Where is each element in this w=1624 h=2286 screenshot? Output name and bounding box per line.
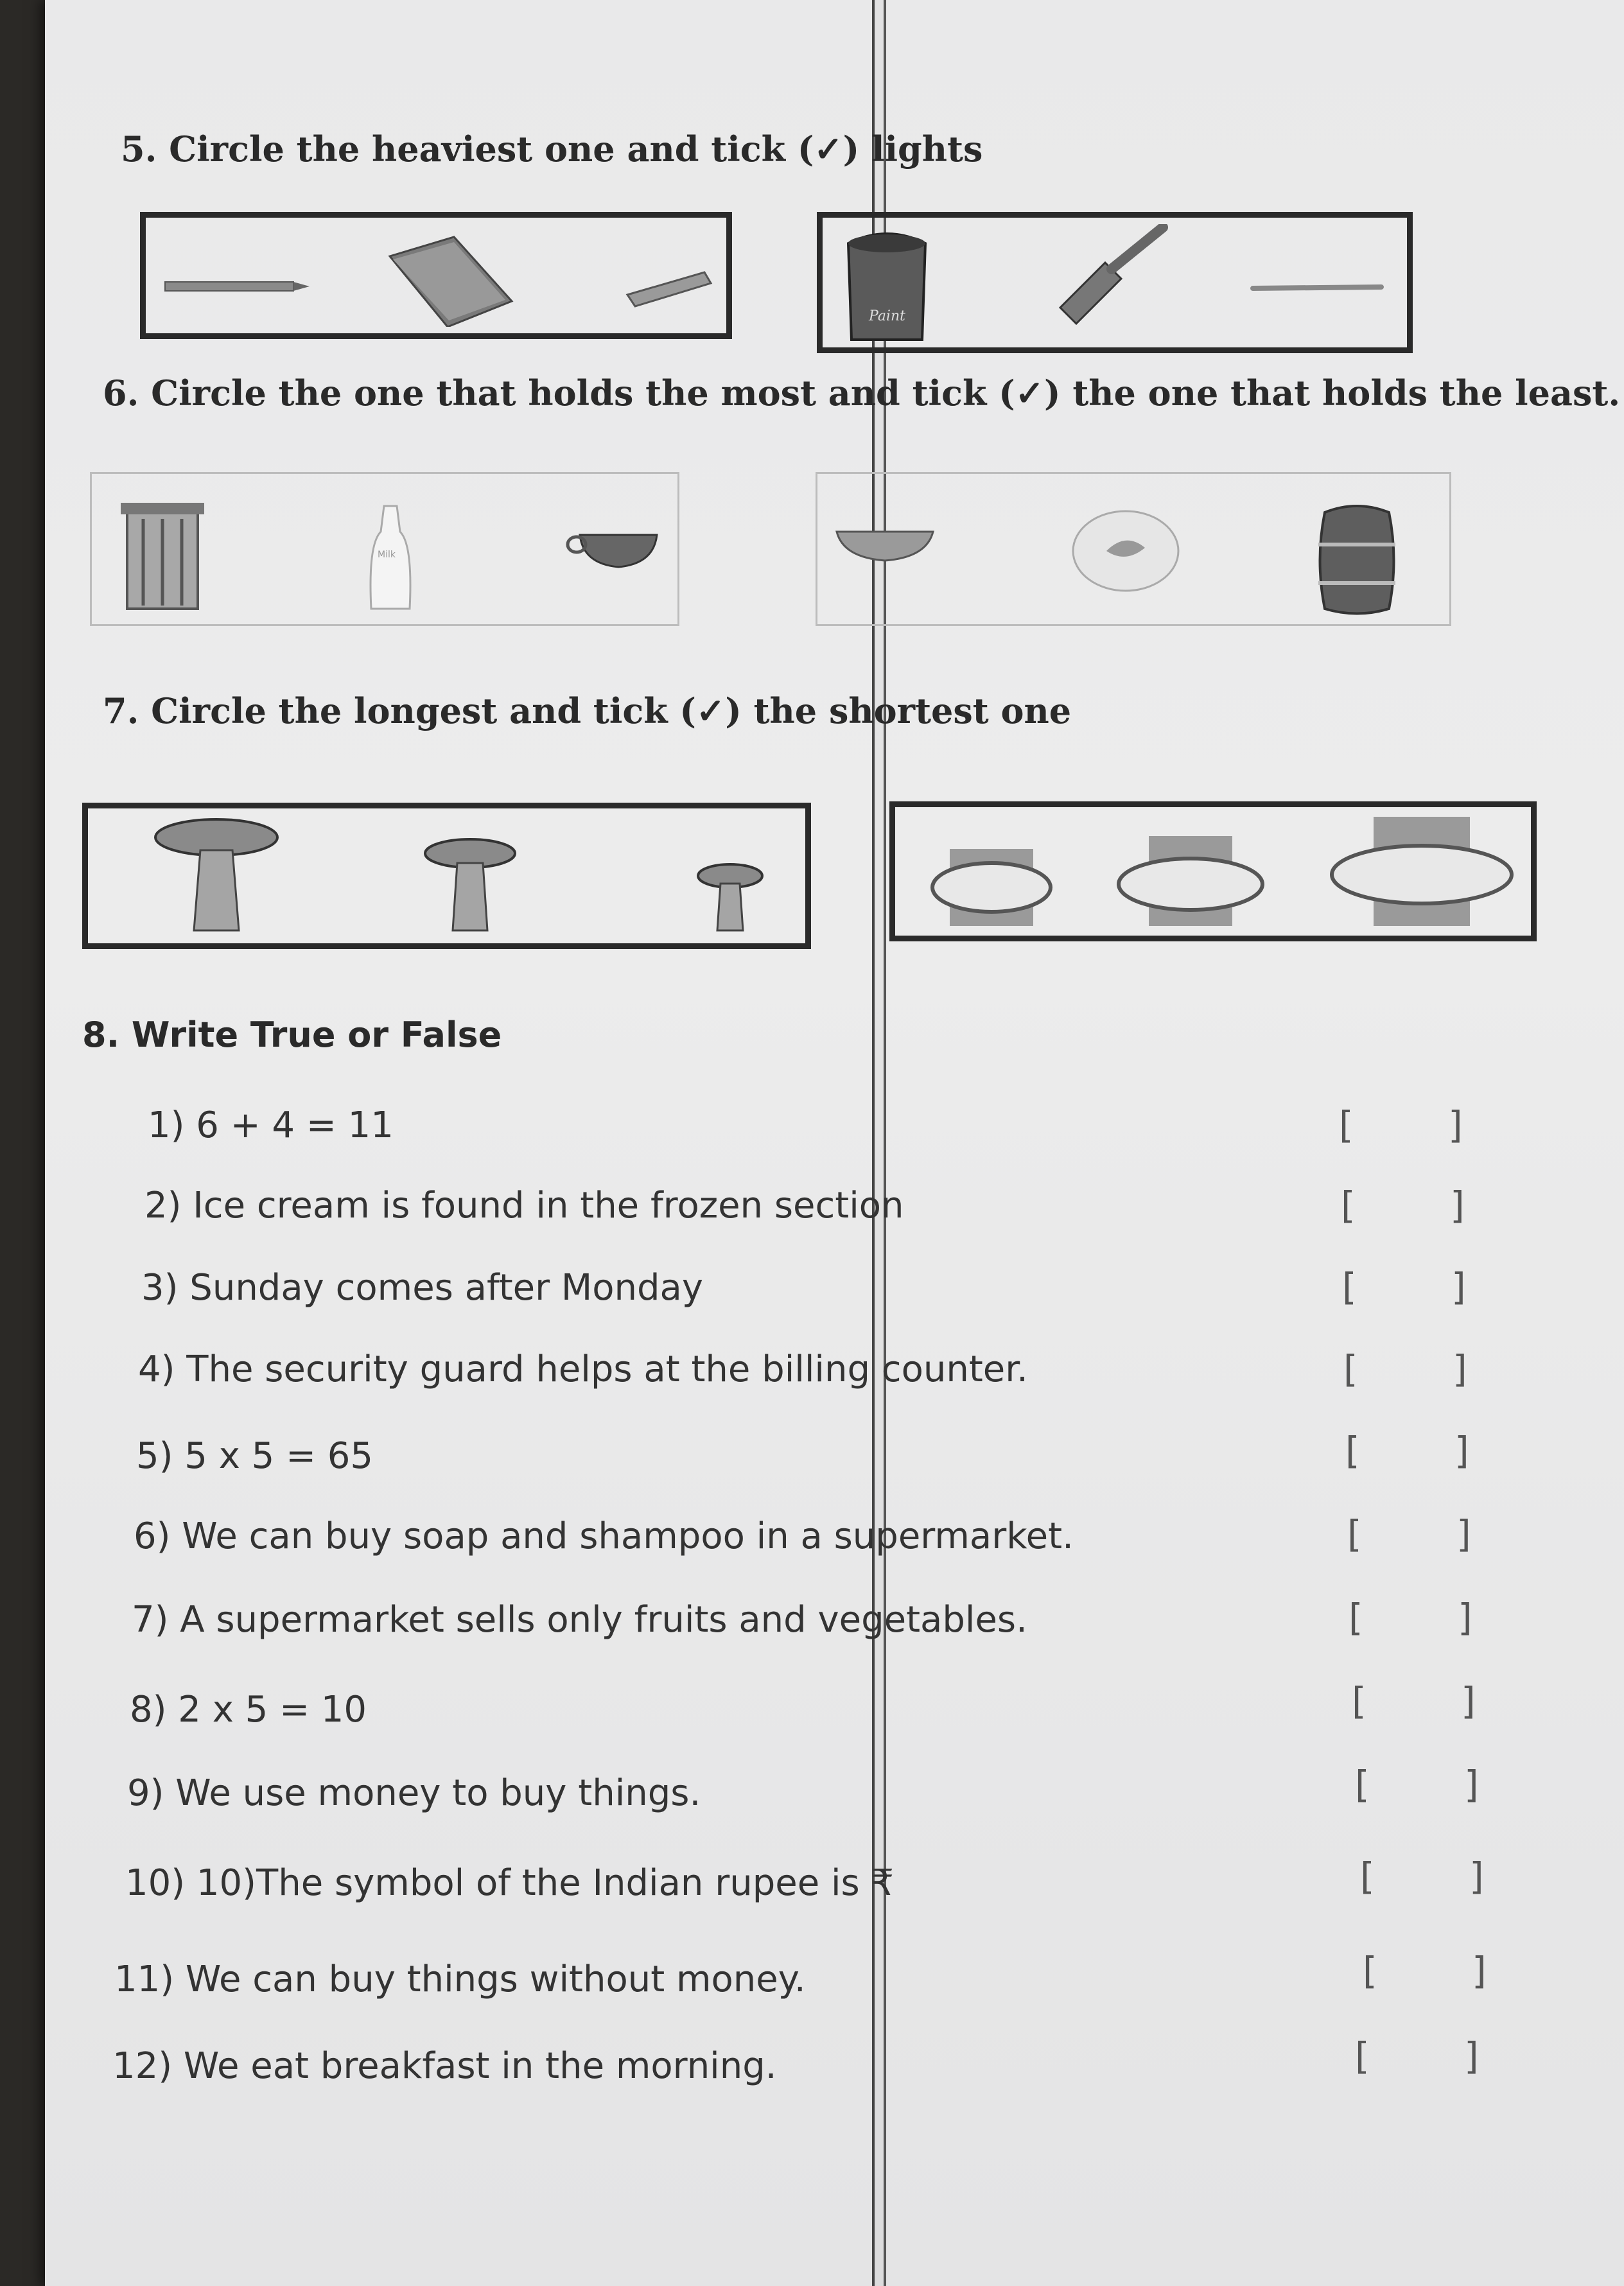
- cushion-small-icon: [932, 849, 1051, 926]
- list-item: 11) We can buy things without money.: [114, 1959, 806, 2000]
- list-item: 3) Sunday comes after Monday: [141, 1267, 703, 1309]
- q6-right-items: [824, 487, 1440, 615]
- list-item: 5) 5 x 5 = 65: [136, 1435, 374, 1477]
- question-6-heading: 6. Circle the one that holds the most and tick (✓) the one that holds the least.: [103, 372, 1621, 414]
- answer-bracket[interactable]: [ ]: [1360, 1854, 1484, 1898]
- answer-bracket[interactable]: [ ]: [1342, 1265, 1466, 1309]
- q6-left-box: [90, 472, 679, 626]
- list-item: 1) 6 + 4 = 11: [148, 1104, 394, 1146]
- trash-can-icon: [121, 503, 204, 609]
- q5-right-items: [829, 224, 1407, 346]
- q5-left-box: [140, 212, 732, 339]
- answer-bracket[interactable]: [ ]: [1352, 1679, 1476, 1723]
- pencil-icon: [165, 282, 310, 291]
- milk-bottle-icon: [371, 506, 410, 609]
- thin-brush-icon: [1253, 287, 1381, 288]
- q7-left-items: [94, 812, 801, 947]
- list-item: 2) Ice cream is found in the frozen section: [144, 1185, 904, 1226]
- cup-icon: [568, 535, 657, 567]
- question-8-heading: 8. Write True or False: [82, 1015, 502, 1055]
- answer-bracket[interactable]: [ ]: [1343, 1347, 1467, 1391]
- question-5-heading: 5. Circle the heaviest one and tick (✓) lights: [121, 128, 983, 170]
- list-item: 12) We eat breakfast in the morning.: [112, 2045, 777, 2087]
- answer-bracket[interactable]: [ ]: [1355, 1763, 1479, 1806]
- q5-left-items: [152, 231, 724, 327]
- q7-right-items: [902, 810, 1531, 939]
- mushroom-medium-icon: [425, 839, 515, 930]
- plate-icon: [1073, 511, 1178, 591]
- paint-label: Paint: [869, 308, 905, 324]
- mushroom-large-icon: [155, 819, 277, 930]
- paintbrush-icon: [1060, 227, 1163, 324]
- question-7-heading: 7. Circle the longest and tick (✓) the shortest one: [103, 690, 1072, 731]
- barrel-icon: [1318, 506, 1395, 614]
- q7-left-box: [82, 803, 811, 949]
- q5-right-box: [817, 212, 1413, 353]
- answer-bracket[interactable]: [ ]: [1349, 1596, 1472, 1639]
- list-item: 8) 2 x 5 = 10: [130, 1689, 367, 1731]
- q6-right-box: [816, 472, 1451, 626]
- answer-bracket[interactable]: [ ]: [1355, 2034, 1479, 2078]
- q7-right-box: [889, 801, 1537, 941]
- q6-left-items: [105, 487, 670, 615]
- eraser-icon: [627, 272, 711, 306]
- book-icon: [390, 237, 512, 327]
- list-item: 7) A supermarket sells only fruits and vegetables.: [132, 1599, 1027, 1641]
- cushion-medium-icon: [1119, 836, 1262, 926]
- answer-bracket[interactable]: [ ]: [1341, 1183, 1465, 1227]
- list-item: 10) 10)The symbol of the Indian rupee is ₹: [125, 1862, 895, 1904]
- milk-label: Milk: [378, 550, 396, 560]
- answer-bracket[interactable]: [ ]: [1339, 1103, 1463, 1147]
- answer-bracket[interactable]: [ ]: [1345, 1429, 1469, 1472]
- bowl-icon: [837, 532, 933, 561]
- list-item: 6) We can buy soap and shampoo in a supermarket.: [134, 1515, 1074, 1557]
- cushion-large-icon: [1332, 817, 1512, 926]
- answer-bracket[interactable]: [ ]: [1363, 1949, 1487, 1993]
- answer-bracket[interactable]: [ ]: [1347, 1512, 1471, 1556]
- mushroom-small-icon: [698, 864, 762, 930]
- list-item: 9) We use money to buy things.: [127, 1772, 701, 1814]
- list-item: 4) The security guard helps at the billing counter.: [138, 1348, 1028, 1390]
